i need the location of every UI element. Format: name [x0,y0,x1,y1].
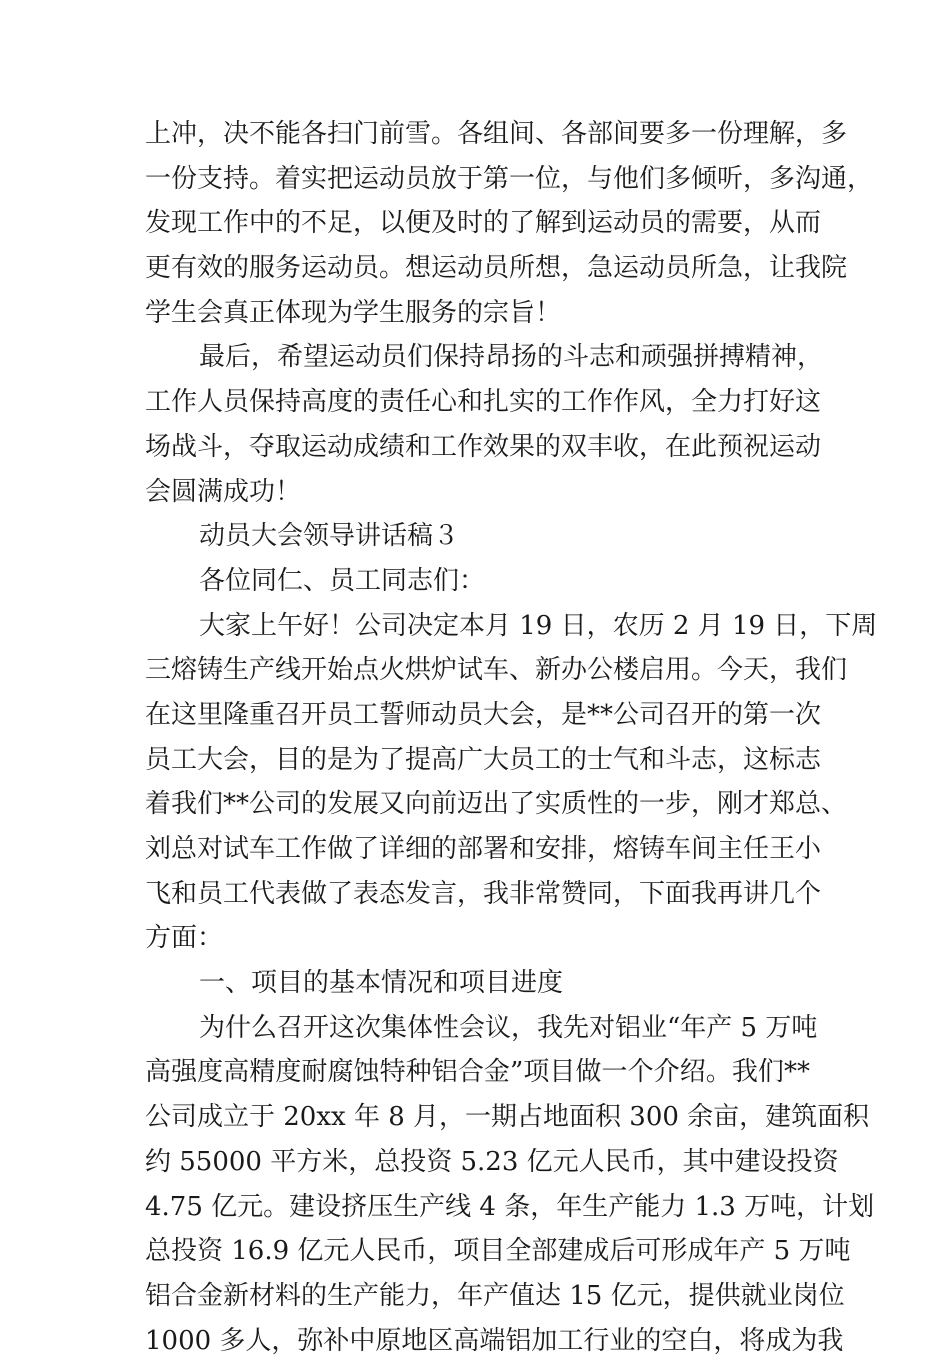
text-line: 学生会真正体现为学生服务的宗旨！ [145,297,562,328]
text-line: 大家上午好！公司决定本月 19 日，农历 2 月 19 日，下周 [199,610,878,641]
text-line: 高强度高精度耐腐蚀特种铝合金”项目做一个介绍。我们** [145,1057,810,1088]
text-line: 更有效的服务运动员。想运动员所想，急运动员所急，让我院 [145,253,848,284]
text-line: 在这里隆重召开员工誓师动员大会，是**公司召开的第一次 [145,699,822,730]
text-line: 4.75 亿元。建设挤压生产线 4 条，年生产能力 1.3 万吨，计划 [145,1191,875,1222]
text-line: 场战斗，夺取运动成绩和工作效果的双丰收，在此预祝运动 [145,431,822,462]
text-line: 三熔铸生产线开始点火烘炉试车、新办公楼启用。今天，我们 [145,655,848,686]
text-line: 员工大会，目的是为了提高广大员工的士气和斗志，这标志 [145,744,822,775]
text-line: 1000 多人，弥补中原地区高端铝加工行业的空白，将成为我 [145,1325,844,1356]
text-line: 动员大会领导讲话稿３ [199,521,460,552]
text-line: 铝合金新材料的生产能力，年产值达 15 亿元，提供就业岗位 [145,1280,845,1311]
text-line: 工作人员保持高度的责任心和扎实的工作作风，全力打好这 [145,387,822,418]
text-line: 一、项目的基本情况和项目进度 [199,968,564,999]
text-line: 飞和员工代表做了表态发言，我非常赞同，下面我再讲几个 [145,878,822,909]
text-line: 各位同仁、员工同志们： [199,565,486,596]
text-line: 方面： [145,923,224,954]
text-line: 发现工作中的不足，以便及时的了解到运动员的需要，从而 [145,208,822,239]
text-line: 会圆满成功！ [145,476,302,507]
text-line: 总投资 16.9 亿元人民币，项目全部建成后可形成年产 5 万吨 [145,1236,851,1267]
document-body [145,112,878,1363]
text-line: 着我们**公司的发展又向前迈出了实质性的一步，刚才郑总、 [145,789,848,820]
text-line: 公司成立于 20xx 年 8 月，一期占地面积 300 余亩，建筑面积 [145,1102,870,1133]
text-line: 最后，希望运动员们保持昂扬的斗志和顽强拼搏精神， [199,342,824,373]
text-line: 约 55000 平方米，总投资 5.23 亿元人民币，其中建设投资 [145,1146,839,1177]
text-line: 一份支持。着实把运动员放于第一位，与他们多倾听，多沟通， [145,163,874,194]
text-line: 刘总对试车工作做了详细的部署和安排，熔铸车间主任王小 [145,834,822,864]
text-line: 上冲，决不能各扫门前雪。各组间、各部间要多一份理解，多 [145,119,848,149]
text-line: 为什么召开这次集体性会议，我先对铝业“年产 5 万吨 [199,1012,818,1043]
